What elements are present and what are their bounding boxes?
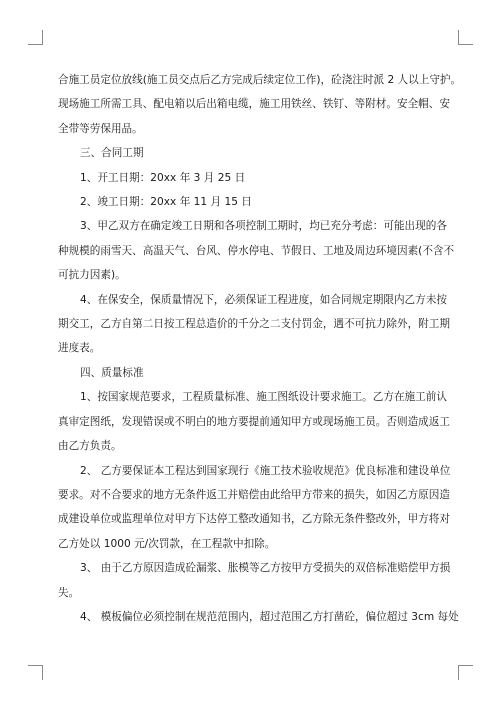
text-line: 要求。对不合要求的地方无条件返工并赔偿由此给甲方带来的损失，如因乙方原因造 xyxy=(58,488,450,501)
text-line: 3、 由于乙方原因造成砼漏浆、胀模等乙方按甲方受损失的双倍标准赔偿甲方损 xyxy=(80,562,451,575)
text-line: 4、 模板偏位必须控制在规范范围内，超过范围乙方打凿砼，偏位超过 3cm 每处 xyxy=(80,610,459,623)
text-line: 现场施工所需工具、配电箱以后出箱电缆，施工用铁丝、铁钉、等附材。安全帽、安 xyxy=(58,98,450,111)
text-line: 进度表。 xyxy=(58,342,101,355)
text-line: 可抗力因素)。 xyxy=(58,269,126,282)
text-line: 全带等劳保用品。 xyxy=(58,122,143,135)
text-line: 由乙方负责。 xyxy=(58,440,122,453)
text-line: 三、合同工期 xyxy=(80,147,144,160)
text-line: 1、按国家规范要求，工程质量标准、施工图纸设计要求施工。乙方在施工前认 xyxy=(80,391,447,404)
crop-mark-top-left xyxy=(28,30,43,45)
text-line: 乙方处以 1000 元/次罚款，在工程款中扣除。 xyxy=(58,537,276,550)
text-line: 期交工，乙方自第二日按工程总造价的千分之二支付罚金，遇不可抗力除外，附工期 xyxy=(58,318,450,331)
text-line: 2、 乙方要保证本工程达到国家现行《施工技术验收规范》优良标准和建设单位 xyxy=(80,464,451,477)
text-line: 真审定图纸，发现错误或不明白的地方要提前通知甲方或现场施工员。否则造成返工 xyxy=(58,415,450,428)
text-line: 2、竣工日期：20xx 年 11 月 15 日 xyxy=(80,196,252,209)
document-body xyxy=(58,68,462,629)
crop-mark-bottom-right xyxy=(458,665,473,680)
text-line: 1、开工日期：20xx 年 3 月 25 日 xyxy=(80,171,246,184)
crop-mark-top-right xyxy=(458,30,473,45)
text-line: 成建设单位或监理单位对甲方下达停工整改通知书，乙方除无条件整改外，甲方将对 xyxy=(58,513,450,526)
text-line: 合施工员定位放线(施工员交点后乙方完成后续定位工作)，砼浇注时派 2 人以上守护。 xyxy=(58,74,462,86)
text-line: 种规模的雨雪天、高温天气、台风、停水停电、节假日、工地及周边环境因素(不含不 xyxy=(58,244,455,257)
text-line: 3、甲乙双方在确定竣工日期和各项控制工期时，均已充分考虑：可能出现的各 xyxy=(80,220,447,233)
text-line: 四、质量标准 xyxy=(80,366,144,379)
text-line: 4、在保安全，保质量情况下，必须保证工程进度，如合同规定期限内乙方未按 xyxy=(80,293,447,306)
crop-mark-bottom-left xyxy=(28,665,43,680)
text-line: 失。 xyxy=(58,586,80,599)
